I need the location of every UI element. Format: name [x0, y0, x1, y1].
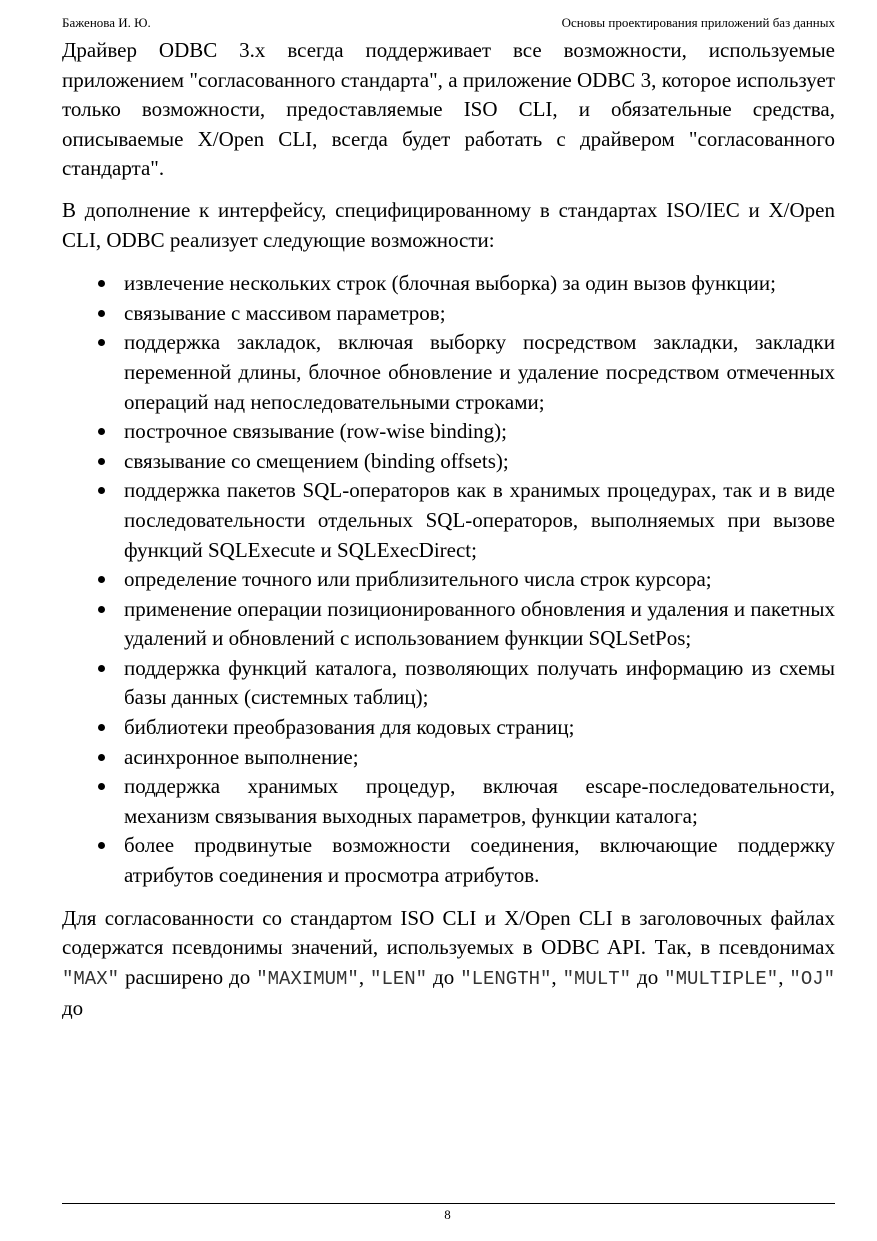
aliases-text: до [62, 996, 84, 1021]
bullet-icon [98, 724, 105, 731]
paragraph-features-intro: В дополнение к интерфейсу, специфицированному в стандартах ISO/IEC и X/Open CLI, ODBC реализует следующие возможности: [62, 197, 835, 252]
bullet-icon [98, 339, 105, 346]
list-item [124, 565, 835, 595]
paragraph-aliases [62, 904, 835, 1024]
bullet-icon [98, 428, 105, 435]
bullet-icon [98, 842, 105, 849]
list-item-text: определение точного или приблизительного числа строк курсора; [124, 567, 712, 592]
bullet-icon [98, 783, 105, 790]
aliases-text: до [631, 964, 665, 989]
list-item [124, 447, 835, 477]
page-number: 8 [444, 1207, 451, 1222]
list-item-text: библиотеки преобразования для кодовых страниц; [124, 715, 575, 740]
bullet-icon [98, 487, 105, 494]
bullet-icon [98, 754, 105, 761]
code-multiple: "MULTIPLE" [664, 967, 779, 990]
features-list [62, 269, 835, 890]
list-item-text: связывание с массивом параметров; [124, 300, 446, 325]
list-item [124, 831, 835, 890]
list-item [124, 299, 835, 329]
list-item [124, 743, 835, 773]
list-item [124, 328, 835, 417]
list-item-text: более продвинутые возможности соединения, включающие поддержку атрибутов соединения и просмотра атрибутов. [124, 833, 835, 888]
list-item [124, 713, 835, 743]
list-item-text: поддержка пакетов SQL-операторов как в хранимых процедурах, так и в виде последовательности отдельных SQL-операторов, выполняемых при вызове функций SQLExecute и SQLExecDirect; [124, 478, 835, 562]
bullet-icon [98, 606, 105, 613]
bullet-icon [98, 576, 105, 583]
header-title: Основы проектирования приложений баз данных [561, 15, 835, 30]
list-item-text: поддержка хранимых процедур, включая escape-последовательности, механизм связывания выходных параметров, функции каталога; [124, 774, 835, 828]
aliases-text: до [427, 964, 461, 989]
list-item-text: асинхронное выполнение; [124, 744, 359, 769]
code-mult: "MULT" [562, 967, 632, 990]
page-content [62, 36, 835, 1024]
aliases-text: , [551, 964, 563, 989]
list-item [124, 476, 835, 565]
code-oj: "OJ" [789, 967, 836, 990]
list-item-text: извлечение нескольких строк (блочная выборка) за один вызов функции; [124, 271, 776, 296]
code-max: "MAX" [62, 967, 120, 990]
list-item-text: поддержка функций каталога, позволяющих получать информацию из схемы базы данных (системных таблиц); [124, 655, 835, 710]
bullet-icon [98, 665, 105, 672]
bullet-icon [98, 280, 105, 287]
list-item-text: поддержка закладок, включая выборку посредством закладки, закладки переменной длины, блочное обновление и удаление посредством отмеченных операций над непоследовательными строками; [124, 330, 835, 414]
list-item [124, 269, 835, 299]
aliases-intro: Для согласованности со стандартом ISO CLI и X/Open CLI в заголовочных файлах содержатся псевдонимы значений, используемых в ODBC API. Так, в псевдонимах [62, 905, 835, 960]
list-item [124, 595, 835, 654]
code-length: "LENGTH" [460, 967, 552, 990]
list-item [124, 417, 835, 447]
code-len: "LEN" [370, 967, 428, 990]
list-item [124, 654, 835, 713]
list-item-text: построчное связывание (row-wise binding); [124, 419, 508, 444]
bullet-icon [98, 458, 105, 465]
list-item [124, 772, 835, 831]
footer-divider [62, 1203, 835, 1204]
aliases-text: , [358, 964, 371, 989]
code-maximum: "MAXIMUM" [256, 967, 359, 990]
header-author: Баженова И. Ю. [62, 15, 151, 30]
bullet-icon [98, 310, 105, 317]
list-item-text: связывание со смещением (binding offsets); [124, 448, 509, 473]
paragraph-odbc-driver: Драйвер ODBC 3.x всегда поддерживает все возможности, используемые приложением "согласованного стандарта", а приложение ODBC 3, которое использует только возможности, предоставляемые ISO CLI, и обязательные средства, описываемые X/Open CLI, всегда будет работать с драйвером "согласованного стандарта". [62, 38, 835, 181]
aliases-text: расширено до [119, 964, 257, 989]
list-item-text: применение операции позиционированного обновления и удаления и пакетных удалений и обновлений с использованием функции SQLSetPos; [124, 596, 835, 651]
aliases-text: , [778, 964, 790, 989]
